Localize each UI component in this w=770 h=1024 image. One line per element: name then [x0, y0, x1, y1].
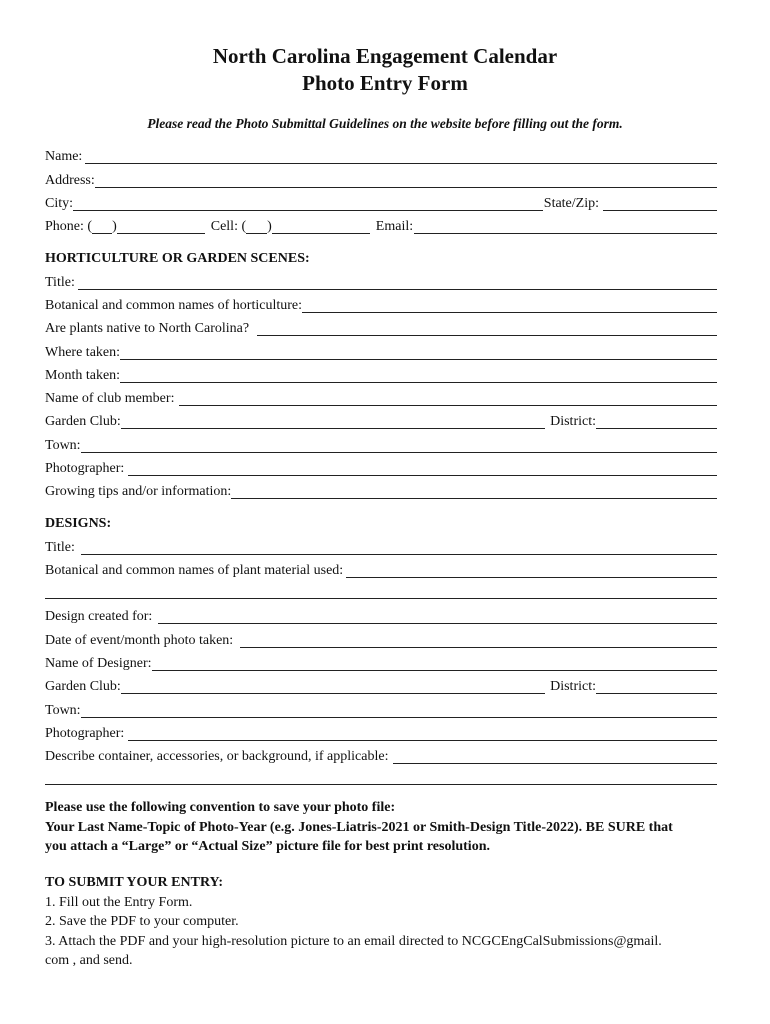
hort-botanical-field[interactable] — [302, 298, 717, 313]
hort-district-label: District: — [550, 414, 596, 429]
file-convention — [45, 798, 725, 857]
horticulture-heading: HORTICULTURE OR GARDEN SCENES: — [45, 251, 310, 266]
hort-member-row — [45, 386, 717, 406]
hort-where-label: Where taken: — [45, 345, 121, 360]
design-date-field[interactable] — [240, 633, 717, 648]
form-subtitle: Photo Entry Form — [302, 71, 468, 95]
hort-tips-field[interactable] — [231, 484, 717, 499]
hort-photographer-label: Photographer: — [45, 461, 125, 476]
design-club-field[interactable] — [121, 679, 545, 694]
hort-photographer-row — [45, 456, 717, 476]
hort-club-label: Garden Club: — [45, 414, 121, 429]
design-designer-row — [45, 651, 717, 671]
submit-instructions — [45, 873, 725, 971]
hort-member-label: Name of club member: — [45, 391, 175, 406]
design-describe-label: Describe container, accessories, or background, if applicable: — [45, 749, 389, 764]
submit-step-1: 1. Fill out the Entry Form. — [45, 894, 193, 910]
city-row — [45, 191, 717, 211]
design-date-row — [45, 628, 717, 648]
design-designer-label: Name of Designer: — [45, 656, 152, 671]
design-club-label: Garden Club: — [45, 679, 121, 694]
hort-month-field[interactable] — [120, 368, 717, 383]
convention-line2: Your Last Name-Topic of Photo-Year (e.g. Jones-Liatris-2021 or Smith-Design Title-2022). BE SURE that — [45, 819, 673, 835]
design-title-field[interactable] — [81, 540, 717, 555]
convention-line3: you attach a “Large” or “Actual Size” picture file for best print resolution. — [45, 839, 490, 854]
design-describe-line2[interactable] — [45, 784, 717, 785]
address-field[interactable] — [95, 173, 717, 188]
phone-area-field[interactable] — [92, 219, 112, 234]
hort-botanical-row — [45, 293, 717, 313]
hort-club-field[interactable] — [121, 414, 545, 429]
email-field[interactable] — [414, 219, 717, 234]
design-town-label: Town: — [45, 703, 81, 718]
email-label: Email: — [375, 219, 414, 234]
phone-label: Phone: ( — [45, 219, 93, 234]
designs-heading: DESIGNS: — [45, 516, 112, 531]
hort-native-row — [45, 316, 717, 336]
hort-district-field[interactable] — [596, 414, 717, 429]
name-field[interactable] — [85, 149, 717, 164]
design-created-row — [45, 604, 717, 624]
hort-where-field[interactable] — [120, 345, 717, 360]
hort-tips-row — [45, 479, 717, 499]
name-row — [45, 144, 717, 164]
phone-field[interactable] — [117, 219, 205, 234]
design-date-label: Date of event/month photo taken: — [45, 633, 234, 648]
design-photographer-row — [45, 721, 717, 741]
design-title-label: Title: — [45, 540, 75, 555]
state-zip-label: State/Zip: — [543, 196, 599, 211]
design-describe-field[interactable] — [393, 749, 717, 764]
hort-native-field[interactable] — [257, 321, 717, 336]
cell-area-field[interactable] — [246, 219, 267, 234]
cell-paren: ) — [267, 219, 272, 234]
design-district-field[interactable] — [596, 679, 717, 694]
design-describe-row — [45, 744, 717, 764]
hort-title-row — [45, 270, 717, 290]
hort-member-field[interactable] — [179, 391, 717, 406]
design-title-row — [45, 535, 717, 555]
submit-heading: TO SUBMIT YOUR ENTRY: — [45, 875, 224, 890]
cell-field[interactable] — [272, 219, 370, 234]
cell-label: Cell: ( — [210, 219, 247, 234]
hort-photographer-field[interactable] — [128, 461, 717, 476]
design-club-row — [45, 674, 717, 694]
phone-paren: ) — [112, 219, 117, 234]
instruction-text: Please read the Photo Submittal Guidelines on the website before filling out the form. — [147, 116, 623, 131]
submit-step-2: 2. Save the PDF to your computer. — [45, 914, 239, 929]
submit-step-3: 3. Attach the PDF and your high-resolution picture to an email directed to NCGCEngCalSubmissions@gmail. — [45, 933, 662, 949]
design-created-field[interactable] — [158, 609, 717, 624]
design-town-field[interactable] — [81, 703, 717, 718]
design-botanical-line2[interactable] — [45, 598, 717, 599]
hort-native-label: Are plants native to North Carolina? — [45, 321, 250, 336]
design-photographer-label: Photographer: — [45, 726, 125, 741]
design-town-row — [45, 698, 717, 718]
hort-where-row — [45, 340, 717, 360]
state-zip-field[interactable] — [603, 196, 717, 211]
design-district-label: District: — [550, 679, 596, 694]
design-botanical-row — [45, 558, 717, 578]
hort-botanical-label: Botanical and common names of horticulture: — [45, 298, 302, 313]
design-botanical-field[interactable] — [346, 563, 717, 578]
hort-title-field[interactable] — [78, 275, 717, 290]
hort-month-label: Month taken: — [45, 368, 121, 383]
design-photographer-field[interactable] — [128, 726, 717, 741]
hort-town-row — [45, 433, 717, 453]
city-field[interactable] — [73, 196, 543, 211]
name-label: Name: — [45, 149, 83, 164]
convention-line1: Please use the following convention to save your photo file: — [45, 800, 396, 815]
city-label: City: — [45, 196, 74, 211]
hort-title-label: Title: — [45, 275, 75, 290]
hort-month-row — [45, 363, 717, 383]
hort-club-row — [45, 409, 717, 429]
hort-town-label: Town: — [45, 438, 81, 453]
design-created-label: Design created for: — [45, 609, 153, 624]
address-label: Address: — [45, 173, 95, 188]
hort-tips-label: Growing tips and/or information: — [45, 484, 232, 499]
address-row — [45, 168, 717, 188]
design-botanical-label: Botanical and common names of plant material used: — [45, 563, 344, 578]
design-designer-field[interactable] — [152, 656, 717, 671]
phone-row — [45, 214, 717, 234]
form-title: North Carolina Engagement Calendar — [212, 44, 558, 68]
hort-town-field[interactable] — [81, 438, 717, 453]
submit-step-3-cont: com , and send. — [45, 953, 133, 968]
